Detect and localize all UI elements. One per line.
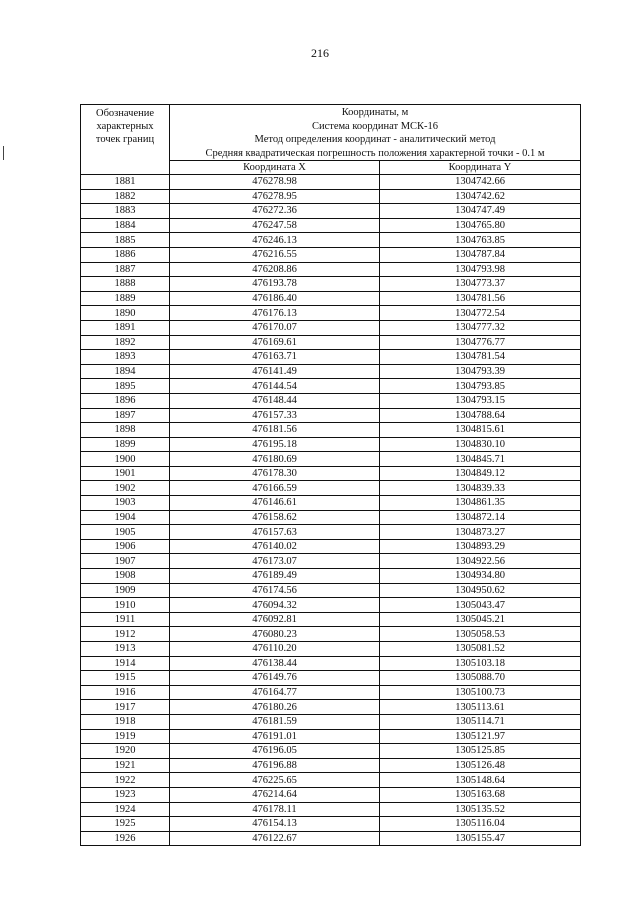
coordinate-x-cell: 476157.33 [170, 408, 380, 423]
table-row [81, 671, 581, 686]
table-body [81, 175, 581, 846]
coordinate-y-cell: 1305114.71 [380, 714, 581, 729]
coordinate-x-cell: 476278.95 [170, 189, 380, 204]
coordinate-x-cell: 476169.61 [170, 335, 380, 350]
point-id-cell: 1901 [81, 466, 170, 481]
point-id-cell: 1925 [81, 817, 170, 832]
table-row [81, 423, 581, 438]
point-id-cell: 1905 [81, 525, 170, 540]
coordinate-y-cell: 1304788.64 [380, 408, 581, 423]
accuracy-description: Средняя квадратическая погрешность положения характерной точки - 0.1 м [205, 147, 545, 159]
table-row [81, 393, 581, 408]
table-row [81, 233, 581, 248]
coordinate-y-cell: 1304742.62 [380, 189, 581, 204]
coordinate-y-cell: 1305125.85 [380, 744, 581, 759]
point-id-cell: 1897 [81, 408, 170, 423]
coordinate-x-cell: 476180.26 [170, 700, 380, 715]
coordinate-y-cell: 1305045.21 [380, 612, 581, 627]
coordinate-x-cell: 476247.58 [170, 218, 380, 233]
coordinate-x-cell: 476278.98 [170, 175, 380, 190]
coordinate-y-cell: 1304777.32 [380, 320, 581, 335]
coordinate-y-cell: 1305121.97 [380, 729, 581, 744]
coordinate-x-cell: 476149.76 [170, 671, 380, 686]
table-row [81, 277, 581, 292]
coordinate-y-cell: 1305113.61 [380, 700, 581, 715]
coordinate-x-cell: 476196.88 [170, 758, 380, 773]
coordinate-x-cell: 476195.18 [170, 437, 380, 452]
coordinate-x-cell: 476173.07 [170, 554, 380, 569]
coordinate-y-cell: 1305116.04 [380, 817, 581, 832]
point-id-cell: 1891 [81, 320, 170, 335]
point-id-cell: 1919 [81, 729, 170, 744]
point-id-cell: 1885 [81, 233, 170, 248]
point-id-cell: 1893 [81, 350, 170, 365]
table-row [81, 714, 581, 729]
coordinate-x-cell: 476174.56 [170, 583, 380, 598]
coordinate-y-cell: 1304830.10 [380, 437, 581, 452]
table-row [81, 379, 581, 394]
table-row [81, 437, 581, 452]
table-row [81, 831, 581, 846]
coordinate-y-cell: 1304922.56 [380, 554, 581, 569]
coordinate-x-cell: 476181.56 [170, 423, 380, 438]
column-x-header: Координата X [170, 161, 380, 175]
table-row [81, 656, 581, 671]
table-row [81, 744, 581, 759]
table-row [81, 291, 581, 306]
coordinate-y-cell: 1304873.27 [380, 525, 581, 540]
point-id-cell: 1904 [81, 510, 170, 525]
coordinate-x-cell: 476193.78 [170, 277, 380, 292]
point-id-cell: 1899 [81, 437, 170, 452]
table-row [81, 525, 581, 540]
coordinate-y-cell: 1304793.39 [380, 364, 581, 379]
point-id-cell: 1886 [81, 247, 170, 262]
coordinate-y-cell: 1304849.12 [380, 466, 581, 481]
coordinate-y-cell: 1304934.80 [380, 569, 581, 584]
point-id-cell: 1913 [81, 642, 170, 657]
point-id-cell: 1918 [81, 714, 170, 729]
point-id-cell: 1890 [81, 306, 170, 321]
coordinate-x-cell: 476191.01 [170, 729, 380, 744]
point-id-cell: 1910 [81, 598, 170, 613]
coordinate-x-cell: 476094.32 [170, 598, 380, 613]
coordinate-y-cell: 1305126.48 [380, 758, 581, 773]
table-row [81, 408, 581, 423]
point-id-cell: 1920 [81, 744, 170, 759]
point-id-cell: 1912 [81, 627, 170, 642]
point-id-cell: 1922 [81, 773, 170, 788]
point-id-cell: 1892 [81, 335, 170, 350]
coordinate-y-cell: 1304815.61 [380, 423, 581, 438]
coordinate-y-cell: 1305081.52 [380, 642, 581, 657]
header-left-line: точек границ [95, 134, 155, 145]
coordinates-table [80, 104, 581, 846]
coordinate-y-cell: 1304872.14 [380, 510, 581, 525]
point-id-cell: 1908 [81, 569, 170, 584]
coordinate-y-cell: 1305148.64 [380, 773, 581, 788]
table-row [81, 189, 581, 204]
coordinate-x-cell: 476180.69 [170, 452, 380, 467]
coordinate-y-cell: 1305103.18 [380, 656, 581, 671]
point-id-cell: 1882 [81, 189, 170, 204]
point-id-cell: 1898 [81, 423, 170, 438]
table-row [81, 598, 581, 613]
coordinate-x-cell: 476158.62 [170, 510, 380, 525]
table-row [81, 510, 581, 525]
coordinate-y-cell: 1304950.62 [380, 583, 581, 598]
coordinate-x-cell: 476122.67 [170, 831, 380, 846]
point-id-cell: 1903 [81, 496, 170, 511]
coordinate-y-cell: 1304776.77 [380, 335, 581, 350]
coordinate-x-cell: 476272.36 [170, 204, 380, 219]
point-id-cell: 1883 [81, 204, 170, 219]
table-row [81, 364, 581, 379]
coordinate-x-cell: 476080.23 [170, 627, 380, 642]
coordinates-header [170, 105, 581, 161]
coordinate-x-cell: 476154.13 [170, 817, 380, 832]
point-id-cell: 1924 [81, 802, 170, 817]
coordinate-y-cell: 1304787.84 [380, 247, 581, 262]
point-id-cell: 1909 [81, 583, 170, 598]
coordinate-y-cell: 1304793.15 [380, 393, 581, 408]
table-row [81, 350, 581, 365]
margin-mark [3, 146, 4, 160]
coordinates-title: Координаты, м [341, 107, 409, 118]
point-id-cell: 1884 [81, 218, 170, 233]
point-id-cell: 1923 [81, 787, 170, 802]
table-row [81, 218, 581, 233]
point-designation-header [81, 105, 170, 175]
coordinate-x-cell: 476138.44 [170, 656, 380, 671]
coordinate-x-cell: 476163.71 [170, 350, 380, 365]
table-row [81, 685, 581, 700]
coordinate-x-cell: 476196.05 [170, 744, 380, 759]
coordinate-x-cell: 476214.64 [170, 787, 380, 802]
coordinate-y-cell: 1304781.56 [380, 291, 581, 306]
coordinate-x-cell: 476246.13 [170, 233, 380, 248]
point-id-cell: 1889 [81, 291, 170, 306]
table-row [81, 569, 581, 584]
page-number: 216 [311, 46, 329, 60]
table-row [81, 466, 581, 481]
table-row [81, 539, 581, 554]
point-id-cell: 1915 [81, 671, 170, 686]
coordinate-y-cell: 1304742.66 [380, 175, 581, 190]
coordinate-y-cell: 1304772.54 [380, 306, 581, 321]
table-row [81, 175, 581, 190]
header-left-line: характерных [96, 121, 154, 132]
table-row [81, 335, 581, 350]
point-id-cell: 1900 [81, 452, 170, 467]
point-id-cell: 1911 [81, 612, 170, 627]
table-row [81, 320, 581, 335]
table-row [81, 817, 581, 832]
point-id-cell: 1894 [81, 364, 170, 379]
coordinate-system: Система координат МСК-16 [311, 120, 439, 132]
point-id-cell: 1926 [81, 831, 170, 846]
point-id-cell: 1921 [81, 758, 170, 773]
coordinate-x-cell: 476157.63 [170, 525, 380, 540]
point-id-cell: 1906 [81, 539, 170, 554]
coordinate-y-cell: 1305043.47 [380, 598, 581, 613]
coordinate-y-cell: 1304781.54 [380, 350, 581, 365]
coordinate-x-cell: 476146.61 [170, 496, 380, 511]
table-row [81, 452, 581, 467]
coordinate-x-cell: 476164.77 [170, 685, 380, 700]
point-id-cell: 1914 [81, 656, 170, 671]
coordinate-y-cell: 1304763.85 [380, 233, 581, 248]
coordinate-y-cell: 1304861.35 [380, 496, 581, 511]
table-row [81, 554, 581, 569]
table-row [81, 729, 581, 744]
coordinate-y-cell: 1305088.70 [380, 671, 581, 686]
point-id-cell: 1916 [81, 685, 170, 700]
point-id-cell: 1887 [81, 262, 170, 277]
column-y-header: Координата Y [380, 161, 581, 175]
table-row [81, 204, 581, 219]
coordinate-x-cell: 476170.07 [170, 320, 380, 335]
coordinate-y-cell: 1305163.68 [380, 787, 581, 802]
coordinate-x-cell: 476141.49 [170, 364, 380, 379]
coordinate-y-cell: 1304765.80 [380, 218, 581, 233]
coordinate-x-cell: 476110.20 [170, 642, 380, 657]
point-id-cell: 1917 [81, 700, 170, 715]
coordinate-x-cell: 476166.59 [170, 481, 380, 496]
point-id-cell: 1896 [81, 393, 170, 408]
method-description: Метод определения координат - аналитический метод [254, 134, 496, 145]
table-row [81, 496, 581, 511]
table-row [81, 787, 581, 802]
coordinate-x-cell: 476178.11 [170, 802, 380, 817]
point-id-cell: 1907 [81, 554, 170, 569]
coordinate-y-cell: 1305135.52 [380, 802, 581, 817]
table-row [81, 642, 581, 657]
coordinate-x-cell: 476144.54 [170, 379, 380, 394]
coordinate-x-cell: 476140.02 [170, 539, 380, 554]
coordinate-x-cell: 476176.13 [170, 306, 380, 321]
coordinate-x-cell: 476216.55 [170, 247, 380, 262]
coordinate-x-cell: 476208.86 [170, 262, 380, 277]
table-row [81, 773, 581, 788]
table-row [81, 583, 581, 598]
table-row [81, 612, 581, 627]
table-row [81, 802, 581, 817]
table-row [81, 481, 581, 496]
coordinate-y-cell: 1304893.29 [380, 539, 581, 554]
table-row [81, 627, 581, 642]
coordinate-y-cell: 1304793.98 [380, 262, 581, 277]
table-row [81, 700, 581, 715]
point-id-cell: 1888 [81, 277, 170, 292]
coordinate-x-cell: 476178.30 [170, 466, 380, 481]
coordinate-y-cell: 1305100.73 [380, 685, 581, 700]
coordinate-y-cell: 1304747.49 [380, 204, 581, 219]
header-left-line: Обозначение [95, 108, 155, 119]
coordinate-x-cell: 476186.40 [170, 291, 380, 306]
table-row [81, 306, 581, 321]
coordinate-x-cell: 476092.81 [170, 612, 380, 627]
point-id-cell: 1895 [81, 379, 170, 394]
coordinate-y-cell: 1305155.47 [380, 831, 581, 846]
coordinate-y-cell: 1305058.53 [380, 627, 581, 642]
coordinate-y-cell: 1304839.33 [380, 481, 581, 496]
point-id-cell: 1881 [81, 175, 170, 190]
coordinate-x-cell: 476148.44 [170, 393, 380, 408]
coordinate-y-cell: 1304845.71 [380, 452, 581, 467]
table-row [81, 262, 581, 277]
coordinate-x-cell: 476225.65 [170, 773, 380, 788]
coordinate-x-cell: 476181.59 [170, 714, 380, 729]
coordinate-y-cell: 1304793.85 [380, 379, 581, 394]
coordinate-y-cell: 1304773.37 [380, 277, 581, 292]
point-id-cell: 1902 [81, 481, 170, 496]
coordinate-x-cell: 476189.49 [170, 569, 380, 584]
table-row [81, 758, 581, 773]
table-row [81, 247, 581, 262]
